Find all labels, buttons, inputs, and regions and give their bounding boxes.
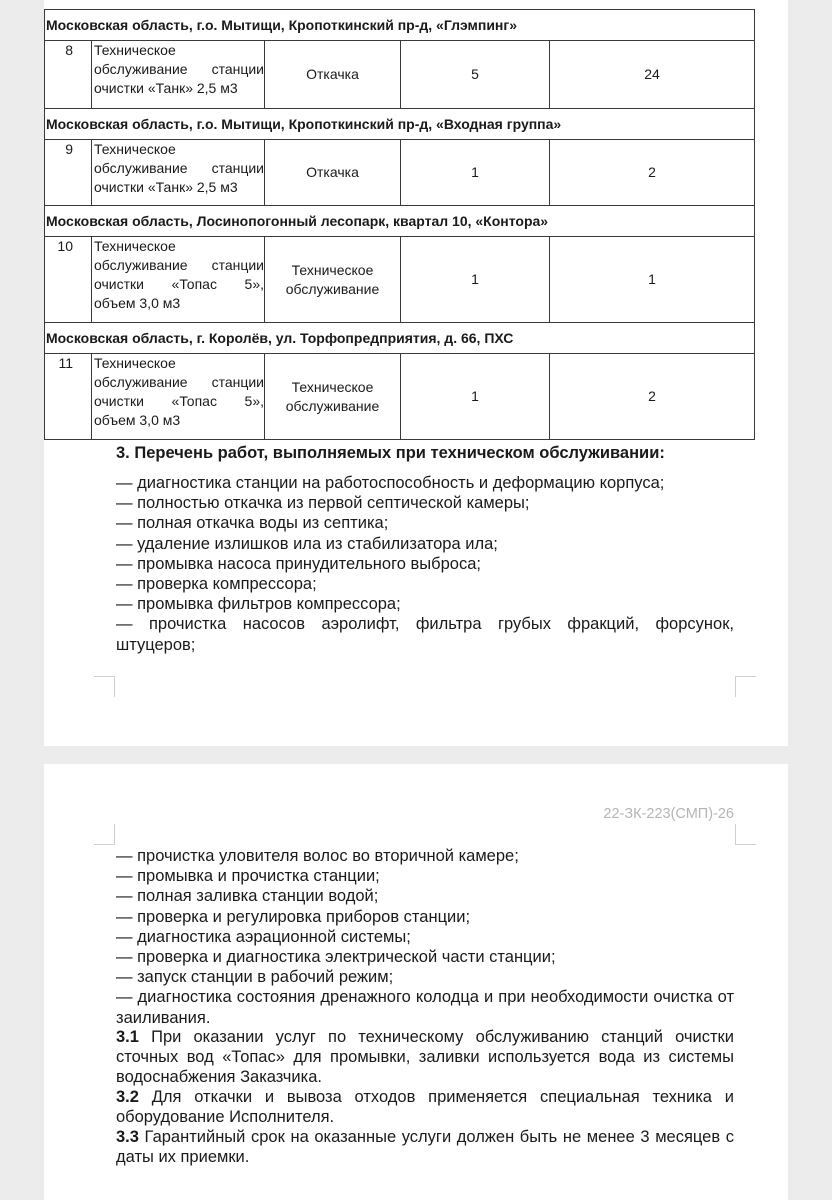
list-item: — промывка фильтров компрессора; bbox=[116, 595, 401, 614]
table-location-row bbox=[45, 109, 755, 140]
table-row bbox=[45, 140, 755, 206]
work-type-cell bbox=[265, 237, 401, 323]
list-item: — прочистка уловителя волос во вторичной камере; bbox=[116, 847, 519, 865]
count-cell: 2 bbox=[550, 140, 755, 206]
row-number-cell: 9 bbox=[45, 140, 92, 206]
works-list-page-1 bbox=[116, 473, 734, 655]
location-cell: Московская область, г.о. Мытищи, Кропоткинский пр-д, «Входная группа» bbox=[45, 109, 755, 140]
list-item: — проверка и регулировка приборов станции; bbox=[116, 907, 471, 926]
work-type-cell bbox=[265, 354, 401, 440]
paragraph-text: Гарантийный срок на оказанные услуги должен быть не менее 3 месяцев с даты их приемки. bbox=[116, 1128, 734, 1167]
service-name-line: Техническое bbox=[94, 355, 176, 371]
list-item: — полная откачка воды из септика; bbox=[116, 514, 389, 533]
service-name-line: очистки «Танк» 2,5 м3 bbox=[94, 179, 238, 195]
service-name-line: очистки «Танк» 2,5 м3 bbox=[94, 80, 238, 96]
list-item: — диагностика станции на работоспособность и деформацию корпуса; bbox=[116, 474, 665, 492]
service-name-line: объем 3,0 м3 bbox=[94, 295, 181, 311]
service-name-line: очистки «Топас 5», bbox=[94, 276, 264, 292]
service-name-line: объем 3,0 м3 bbox=[94, 412, 181, 428]
quantity-cell: 1 bbox=[401, 354, 550, 440]
section-heading: 3. Перечень работ, выполняемых при техническом обслуживании: bbox=[116, 444, 665, 462]
count-cell: 2 bbox=[550, 354, 755, 440]
location-cell: Московская область, г. Королёв, ул. Торфопредприятия, д. 66, ПХС bbox=[45, 323, 755, 354]
paragraph-3-2 bbox=[116, 1087, 734, 1127]
service-name-line: Техническое bbox=[94, 141, 176, 157]
document-code: 22-ЗК-223(СМП)-26 bbox=[603, 806, 734, 822]
paragraph-3-3 bbox=[116, 1127, 734, 1167]
list-item: — промывка и прочистка станции; bbox=[116, 867, 380, 886]
work-type-line: Откачка bbox=[306, 164, 359, 180]
list-item: — полностью откачка из первой септической камеры; bbox=[116, 494, 530, 513]
table-row bbox=[45, 41, 755, 109]
service-name-line: обслуживание станции bbox=[94, 61, 264, 77]
count-cell: 1 bbox=[550, 237, 755, 323]
service-name-cell bbox=[92, 354, 265, 440]
service-name-cell bbox=[92, 41, 265, 109]
paragraph-text: При оказании услуг по техническому обслуживанию станций очистки сточных вод «Топас» для промывки, заливки используется вода из системы водоснабжения Заказчика. bbox=[116, 1028, 734, 1087]
service-name-line: обслуживание станции bbox=[94, 160, 264, 176]
services-table bbox=[44, 9, 755, 440]
count-cell: 24 bbox=[550, 41, 755, 109]
list-item: — полная заливка станции водой; bbox=[116, 887, 379, 906]
work-type-line: Техническое bbox=[291, 378, 374, 395]
work-type-line: обслуживание bbox=[285, 397, 380, 414]
quantity-cell: 5 bbox=[401, 41, 550, 109]
corner-mark bbox=[735, 824, 756, 845]
paragraph-number: 3.1 bbox=[116, 1028, 139, 1046]
corner-mark bbox=[735, 676, 756, 697]
work-type-line: Откачка bbox=[306, 66, 359, 82]
paragraph-3-1 bbox=[116, 1027, 734, 1088]
table-row bbox=[45, 354, 755, 440]
service-name-cell bbox=[92, 140, 265, 206]
table-location-row bbox=[45, 323, 755, 354]
row-number-cell: 10 bbox=[45, 237, 92, 323]
paragraph-number: 3.2 bbox=[116, 1088, 139, 1106]
service-name-cell bbox=[92, 237, 265, 323]
row-number-cell: 11 bbox=[45, 354, 92, 440]
service-name-line: обслуживание станции bbox=[94, 374, 264, 390]
work-type-line: Техническое bbox=[291, 261, 374, 278]
paragraph-text: Для откачки и вывоза отходов применяется специальная техника и оборудование Исполнителя. bbox=[116, 1088, 734, 1127]
work-type-cell bbox=[265, 140, 401, 206]
list-item: — прочистка насосов аэролифт, фильтра грубых фракций, форсунок, штуцеров; bbox=[116, 615, 734, 654]
work-type-cell bbox=[265, 41, 401, 109]
service-name-line: Техническое bbox=[94, 238, 176, 254]
location-cell: Московская область, Лосинопогонный лесопарк, квартал 10, «Контора» bbox=[45, 206, 755, 237]
table-location-row bbox=[45, 206, 755, 237]
list-item: — запуск станции в рабочий режим; bbox=[116, 968, 394, 987]
list-item: — проверка компрессора; bbox=[116, 575, 317, 594]
corner-mark bbox=[94, 676, 115, 697]
corner-mark bbox=[94, 824, 115, 845]
table-row bbox=[45, 237, 755, 323]
quantity-cell: 1 bbox=[401, 140, 550, 206]
service-name-line: обслуживание станции bbox=[94, 257, 264, 273]
paragraph-number: 3.3 bbox=[116, 1128, 139, 1146]
list-item: — диагностика аэрационной системы; bbox=[116, 927, 411, 946]
location-cell: Московская область, г.о. Мытищи, Кропоткинский пр-д, «Глэмпинг» bbox=[45, 10, 755, 41]
service-name-line: Техническое bbox=[94, 42, 176, 58]
row-number-cell: 8 bbox=[45, 41, 92, 109]
table-location-row bbox=[45, 10, 755, 41]
service-name-line: очистки «Топас 5», bbox=[94, 393, 264, 409]
work-type-line: обслуживание bbox=[285, 280, 380, 297]
list-item: — удаление излишков ила из стабилизатора ила; bbox=[116, 534, 498, 553]
list-item: — диагностика состояния дренажного колодца и при необходимости очистка от заиливания. bbox=[116, 988, 734, 1027]
quantity-cell: 1 bbox=[401, 237, 550, 323]
works-list-page-2 bbox=[116, 846, 734, 1028]
list-item: — проверка и диагностика электрической части станции; bbox=[116, 948, 556, 967]
list-item: — промывка насоса принудительного выброса; bbox=[116, 554, 481, 573]
